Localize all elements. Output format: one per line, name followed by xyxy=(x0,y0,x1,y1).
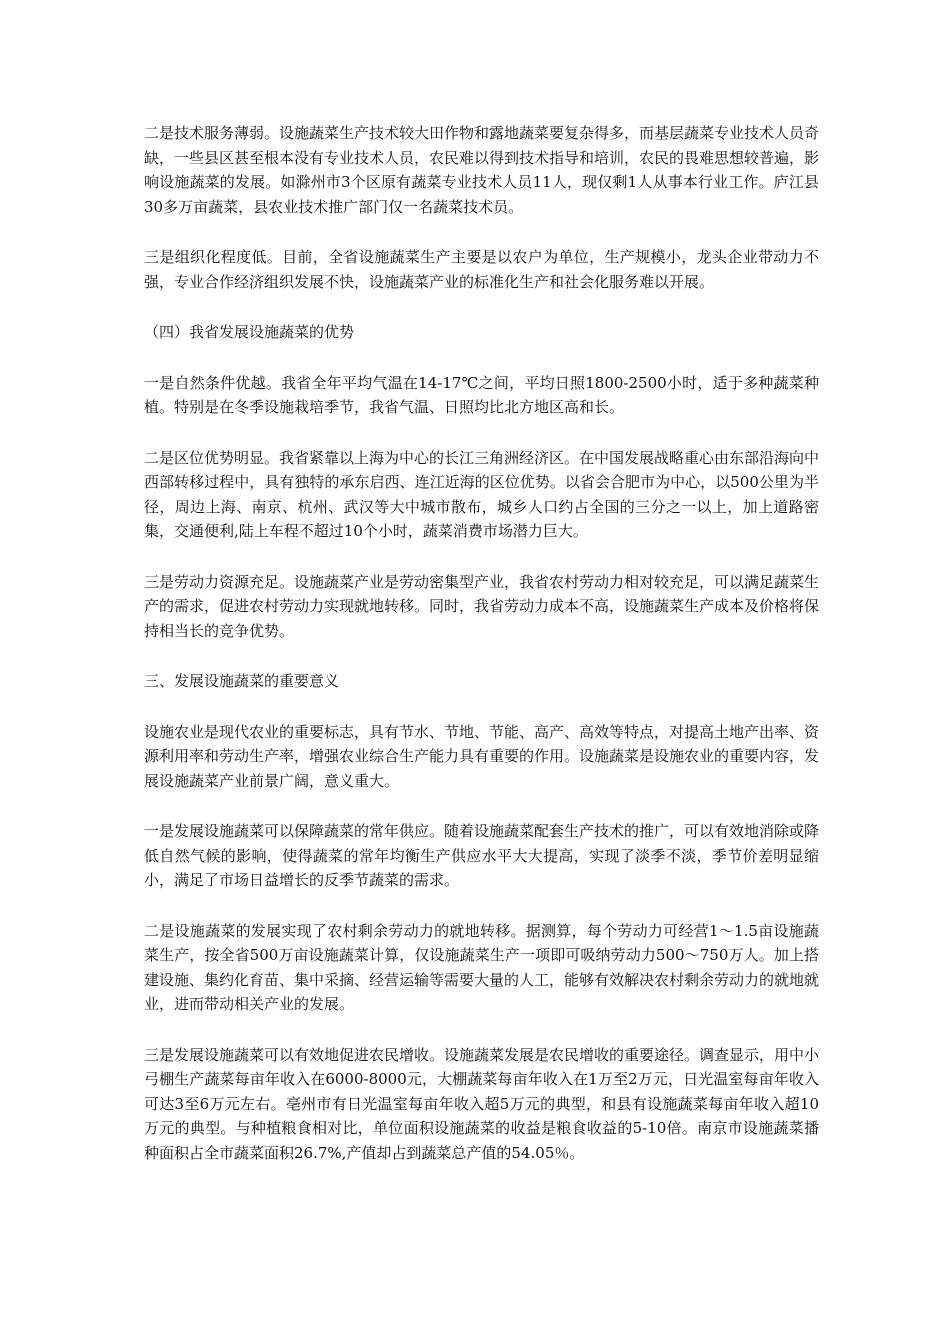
paragraph-location-advantage: 二是区位优势明显。我省紧靠以上海为中心的长江三角洲经济区。在中国发展战略重心由东部沿海向中西部转移过程中，具有独特的承东启西、连江近海的区位优势。以省会合肥市为中心，以500公里为半径，周边上海、南京、杭州、武汉等大中城市散布，城乡人口约占全国的三分之一以上，加上道路密集，交通便利,陆上车程不超过10个小时，蔬菜消费市场潜力巨大。 xyxy=(144,448,820,540)
section-heading-advantages: （四）我省发展设施蔬菜的优势 xyxy=(144,323,355,341)
paragraph-year-round-supply: 一是发展设施蔬菜可以保障蔬菜的常年供应。随着设施蔬菜配套生产技术的推广，可以有效地消除或降低自然气候的影响，使得蔬菜的常年均衡生产供应水平大大提高，实现了淡季不淡，季节价差明显缩小，满足了市场日益增长的反季节蔬菜的需求。 xyxy=(144,822,820,889)
section-heading-significance: 三、发展设施蔬菜的重要意义 xyxy=(144,672,340,690)
document-page xyxy=(144,121,819,1191)
paragraph-labor-transfer: 二是设施蔬菜的发展实现了农村剩余劳动力的就地转移。据测算，每个劳动力可经营1～1.5亩设施蔬菜生产，按全省500万亩设施蔬菜计算，仅设施蔬菜生产一项即可吸纳劳动力500～750万人。加上搭建设施、集约化育苗、集中采摘、经营运输等需要大量的人工，能够有效解决农村剩余劳动力的就地就业，进而带动相关产业的发展。 xyxy=(144,921,820,1013)
paragraph-natural-conditions: 一是自然条件优越。我省全年平均气温在14-17℃之间，平均日照1800-2500小时，适于多种蔬菜种植。特别是在冬季设施栽培季节，我省气温、日照均比北方地区高和长。 xyxy=(144,373,819,416)
paragraph-income-growth: 三是发展设施蔬菜可以有效地促进农民增收。设施蔬菜发展是农民增收的重要途径。调查显示，用中小弓棚生产蔬菜每亩年收入在6000-8000元，大棚蔬菜每亩年收入在1万至2万元，日光温室每亩年收入可达3至6万元左右。亳州市有日光温室每亩年收入超5万元的典型，和县有设施蔬菜每亩年收入超10万元的典型。与种植粮食相对比，单位面积设施蔬菜的收益是粮食收益的5-10倍。南京市设施蔬菜播种面积占全市蔬菜面积26.7%,产值却占到蔬菜总产值的54.05％。 xyxy=(144,1045,820,1162)
paragraph-labor-resources: 三是劳动力资源充足。设施蔬菜产业是劳动密集型产业，我省农村劳动力相对较充足，可以满足蔬菜生产的需求，促进农村劳动力实现就地转移。同时，我省劳动力成本不高，设施蔬菜生产成本及价格将保持相当长的竞争优势。 xyxy=(144,572,820,640)
paragraph-organization: 三是组织化程度低。目前，全省设施蔬菜生产主要是以农户为单位，生产规模小，龙头企业带动力不强，专业合作经济组织发展不快，设施蔬菜产业的标准化生产和社会化服务难以开展。 xyxy=(144,248,819,291)
paragraph-tech-service: 二是技术服务薄弱。设施蔬菜生产技术较大田作物和露地蔬菜要复杂得多，而基层蔬菜专业技术人员奇缺，一些县区甚至根本没有专业技术人员，农民难以得到技术指导和培训，农民的畏难思想较普遍，影响设施蔬菜的发展。如滁州市3个区原有蔬菜专业技术人员11人，现仅剩1人从事本行业工作。庐江县30多万亩蔬菜，县农业技术推广部门仅一名蔬菜技术员。 xyxy=(144,124,820,216)
paragraph-facility-agriculture: 设施农业是现代农业的重要标志，具有节水、节地、节能、高产、高效等特点，对提高土地产出率、资源利用率和劳动生产率，增强农业综合生产能力具有重要的作用。设施蔬菜是设施农业的重要内容，发展设施蔬菜产业前景广阔，意义重大。 xyxy=(144,722,820,790)
